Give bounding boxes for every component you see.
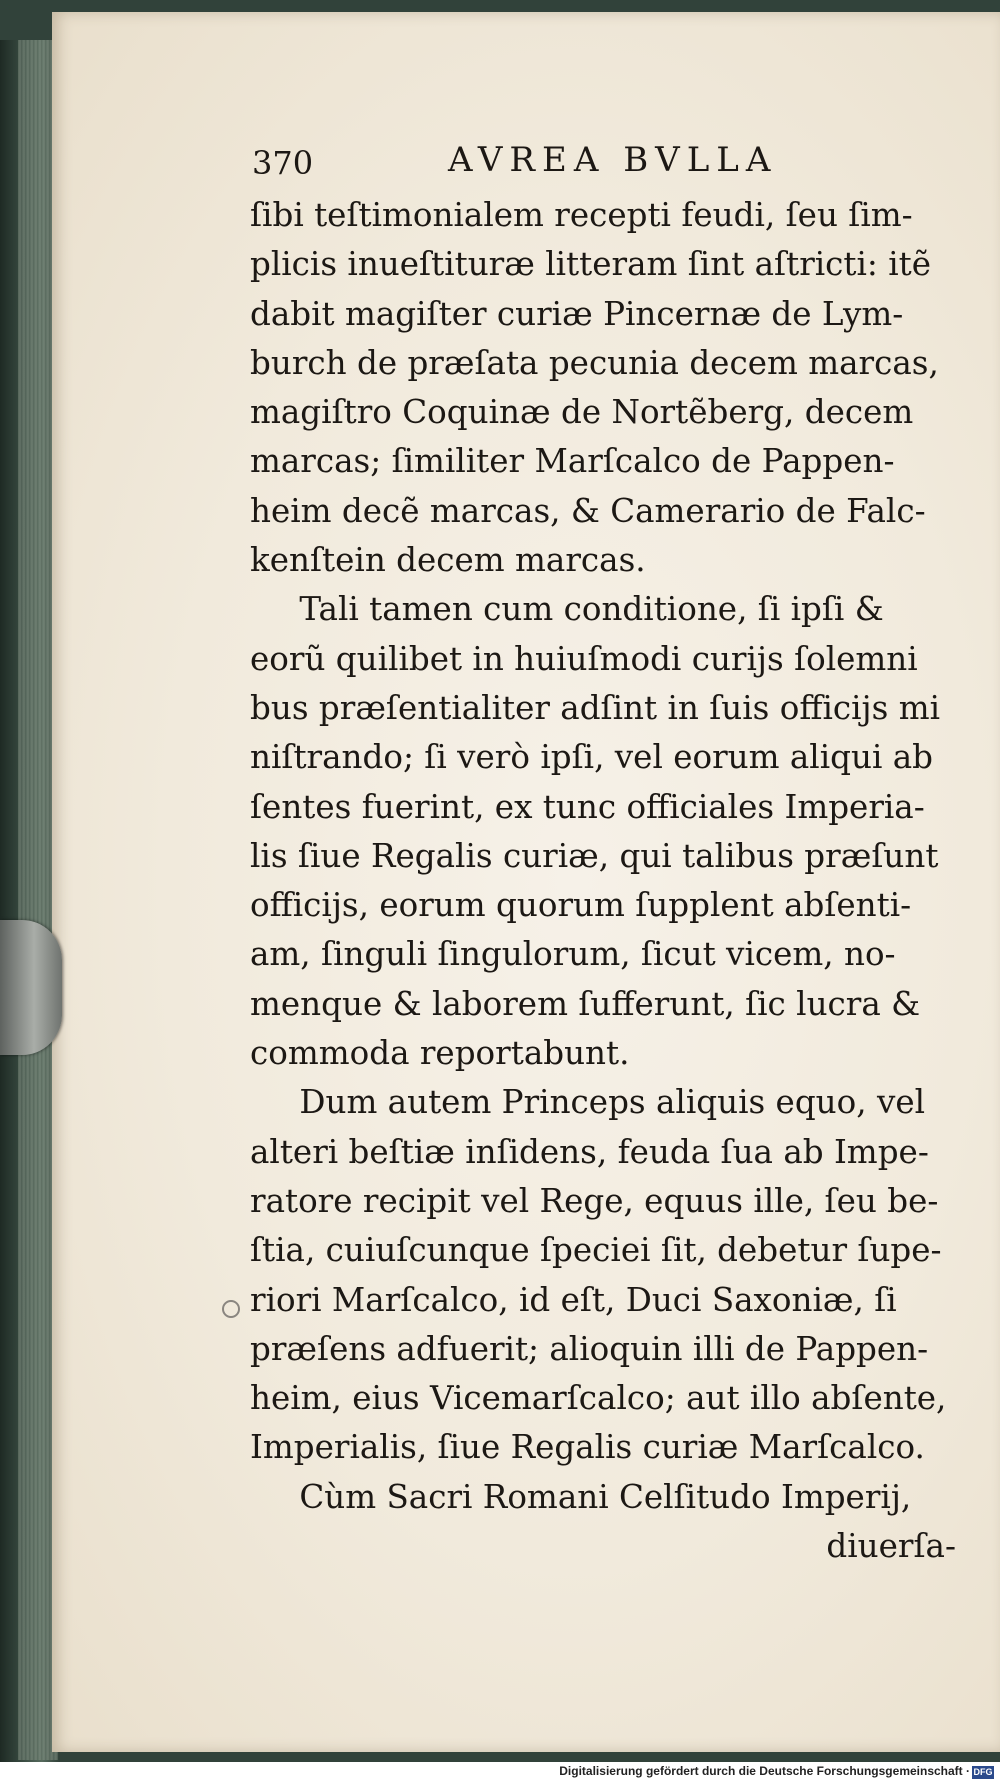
text-line: præſens adfuerit; alioquin illi de Pappen-	[250, 1328, 929, 1368]
page-clip	[0, 920, 62, 1055]
text-line: officijs, eorum quorum ſupplent abſenti-	[250, 885, 912, 925]
text-lines	[250, 190, 1000, 1521]
text-line: plicis inueſtituræ litteram ſint aſtricti: itẽ	[250, 244, 932, 284]
text-line: ſtia, cuiuſcunque ſpeciei ſit, debetur ſupe-	[250, 1230, 942, 1270]
text-line: Imperialis, ſiue Regalis curiæ Marſcalco.	[250, 1427, 925, 1467]
text-line: commoda reportabunt.	[250, 1033, 630, 1073]
text-line: Tali tamen cum conditione, ſi ipſi &	[299, 589, 884, 629]
text-line: am, ſinguli ſingulorum, ſicut vicem, no-	[250, 934, 896, 974]
text-line: lis ſiue Regalis curiæ, qui talibus præſunt	[250, 835, 939, 875]
page-text	[250, 138, 1000, 1570]
text-line: menque & laborem ſufferunt, ſic lucra &	[250, 983, 921, 1023]
text-line: kenſtein decem marcas.	[250, 540, 646, 580]
page-number: 370	[252, 144, 314, 182]
text-line: bus præſentialiter adſint in ſuis officijs mi	[250, 687, 941, 727]
ink-mark	[222, 1300, 240, 1318]
text-line: heim decẽ marcas, & Camerario de Falc-	[250, 490, 926, 530]
text-line: ratore recipit vel Rege, equus ille, ſeu be-	[250, 1180, 939, 1220]
text-line: heim, eius Vicemarſcalco; aut illo abſente,	[250, 1378, 947, 1418]
text-line: alteri beſtiæ inſidens, feuda ſua ab Impe-	[250, 1131, 929, 1171]
text-line: riori Marſcalco, id eſt, Duci Saxoniæ, ſi	[250, 1279, 897, 1319]
text-line: Dum autem Princeps aliquis equo, vel	[299, 1082, 926, 1122]
text-line: dabit magiſter curiæ Pincernæ de Lym-	[250, 293, 904, 333]
running-header	[250, 138, 1000, 190]
text-line: burch de præſata pecunia decem marcas,	[250, 342, 939, 382]
text-line: ſentes fuerint, ex tunc officiales Imperia-	[250, 786, 925, 826]
text-line: niſtrando; ſi verò ipſi, vel eorum aliqui ab	[250, 737, 934, 777]
text-line: Cùm Sacri Romani Celſitudo Imperij,	[299, 1476, 912, 1516]
text-line: magiſtro Coquinæ de Nortẽberg, decem	[250, 392, 914, 432]
funding-credit: Digitalisierung gefördert durch die Deutsche Forschungsgemeinschaft ·	[559, 1764, 970, 1778]
running-title: AVREA BVLLA	[448, 140, 778, 180]
text-line: ſibi teſtimonialem recepti feudi, ſeu ſim-	[250, 195, 913, 234]
text-line: marcas; ſimiliter Marſcalco de Pappen-	[250, 441, 895, 481]
catchword: diuerſa-	[826, 1526, 956, 1566]
footer-bar	[0, 1762, 1000, 1784]
text-line: eorũ quilibet in huiuſmodi curijs ſolemni	[250, 638, 918, 678]
dfg-logo: DFG	[973, 1767, 993, 1777]
